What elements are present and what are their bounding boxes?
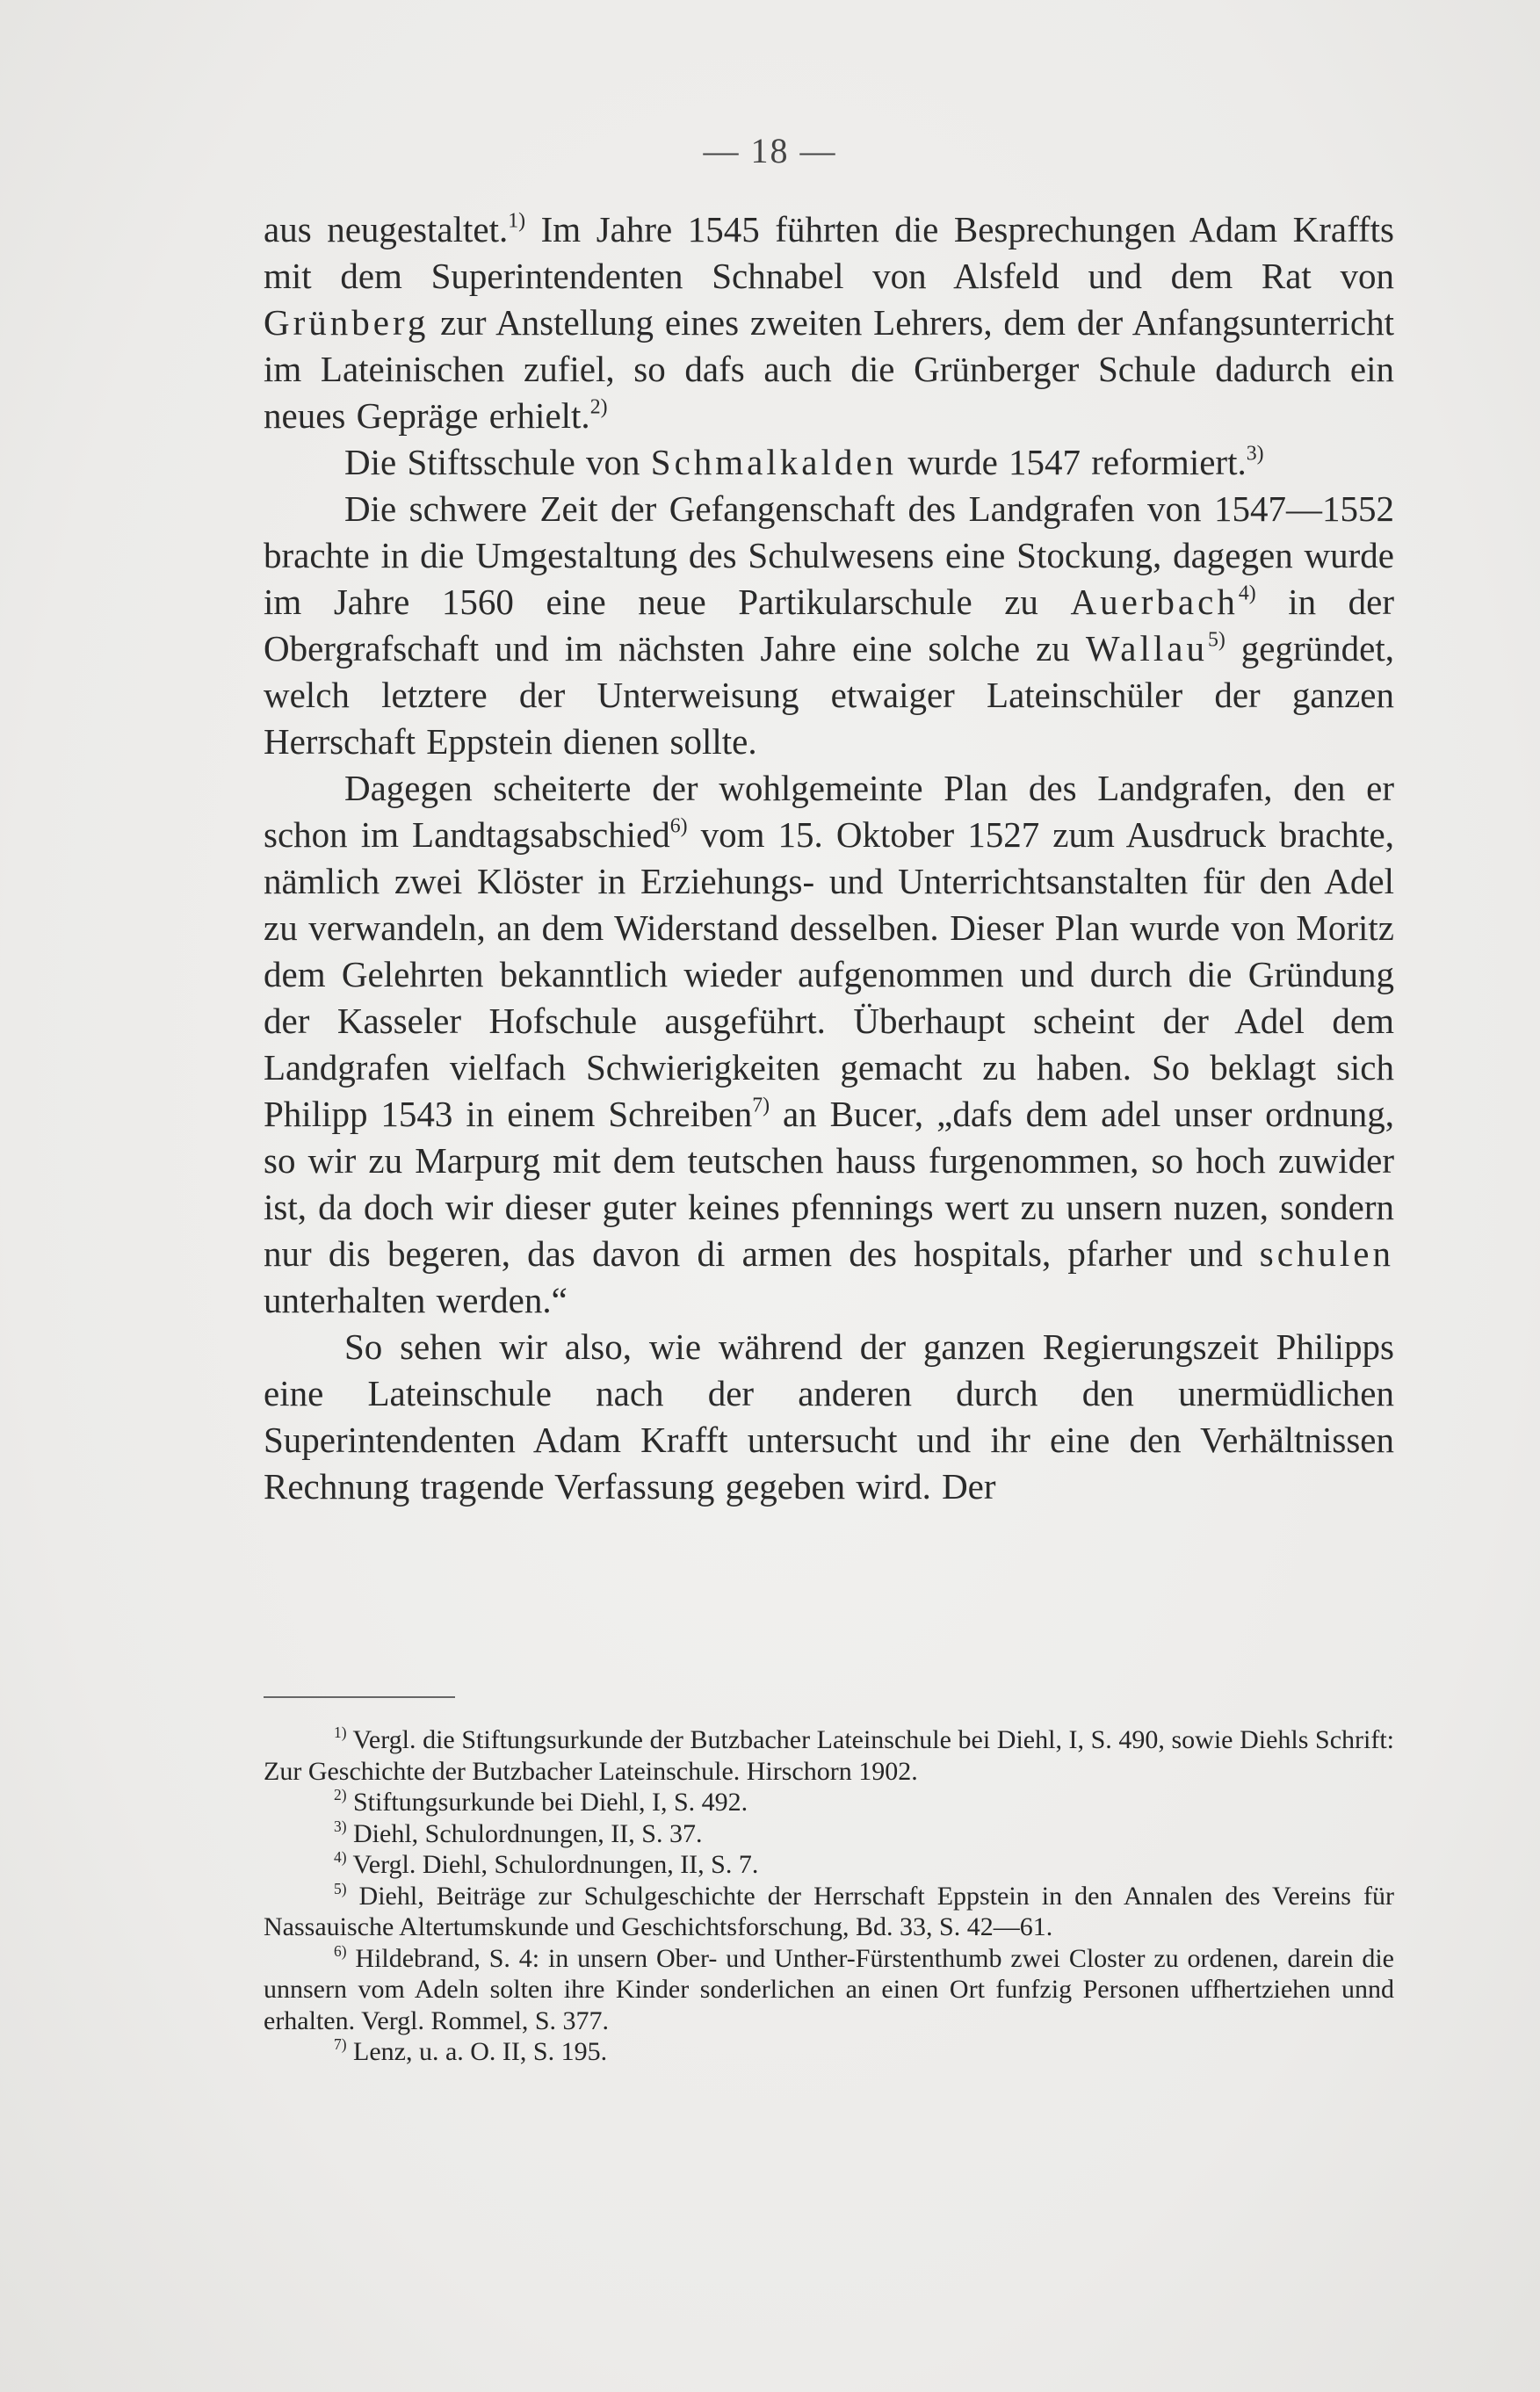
- footnote-2: $^{2)}$ Stiftungsurkunde bei Diehl, I, S. 492.: [334, 1785, 748, 1817]
- footnote-mark: 3): [334, 1817, 347, 1835]
- footnote-mark: 5): [334, 1879, 347, 1897]
- footnote-mark: 6): [334, 1941, 347, 1960]
- paragraph-5: So sehen wir also, wie während der ganzen Regierungszeit Philipps eine Lateinschule nach der anderen durch den unermüdlichen Superintendenten Adam Krafft untersucht und ihr eine den Verhältnissen Rechnung tragende Verfassung gegeben wird. Der: [264, 1326, 1394, 1507]
- paragraph-2: Die Stiftsschule von Schmalkalden wurde 1547 reformiert.$^{3)}$: [344, 442, 1264, 482]
- footnote-ref-1: 1): [508, 209, 526, 233]
- footnote-7: $^{7)}$ Lenz, u. a. O. II, S. 195.: [334, 2034, 608, 2066]
- footnote-5: $^{5)}$ Diehl, Beiträge zur Schulgeschichte der Herrschaft Eppstein in den Annalen des Vereins für Nassauische Altertumskunde und Geschichtsforschung, Bd. 33, S. 42—61.: [264, 1879, 1394, 1941]
- paragraph-1: aus neugestaltet.$^{1)}$ Im Jahre 1545 führten die Besprechungen Adam Kraffts mit dem Superintendenten Schnabel von Alsfeld und dem Rat von Grünberg zur Anstellung eines zweiten Lehrers, dem der Anfangsunterricht im Lateinischen zufiel, so dafs auch die Grünberger Schule dadurch ein neues Gepräge erhielt.$^{2)}$: [264, 209, 1394, 436]
- footnote-ref-6: 6): [669, 814, 688, 838]
- paragraph-3: Die schwere Zeit der Gefangenschaft des Landgrafen von 1547—1552 brachte in die Umgestaltung des Schulwesens eine Stockung, dagegen wurde im Jahre 1560 eine neue Partikularschule zu Auerbach$^{4)}$ in der Obergrafschaft und im nächsten Jahre eine solche zu Wallau$^{5)}$ gegründet, welch letztere der Unterweisung etwaiger Lateinschüler der ganzen Herrschaft Eppstein dienen sollte.: [264, 488, 1394, 762]
- footnote-1: $^{1)}$ Vergl. die Stiftungsurkunde der Butzbacher Lateinschule bei Diehl, I, S. 490, sowie Diehls Schrift: Zur Geschichte der Butzbacher Lateinschule. Hirschorn 1902.: [264, 1723, 1394, 1786]
- spaced-emphasis: Grünberg: [264, 302, 430, 343]
- footnote-divider: [264, 1696, 455, 1698]
- spaced-emphasis: Wallau: [1085, 628, 1208, 668]
- footnote-3: $^{3)}$ Diehl, Schulordnungen, II, S. 37.: [334, 1817, 703, 1848]
- paragraph-4: Dagegen scheiterte der wohlgemeinte Plan des Landgrafen, den er schon im Landtagsabschied$^{6)}$ vom 15. Oktober 1527 zum Ausdruck brachte, nämlich zwei Klöster in Erziehungs- und Unterrichtsanstalten für den Adel zu verwandeln, an dem Widerstand desselben. Dieser Plan wurde von Moritz dem Gelehrten bekanntlich wieder aufgenommen und durch die Gründung der Kasseler Hofschule ausgeführt. Überhaupt scheint der Adel dem Landgrafen vielfach Schwierigkeiten gemacht zu haben. So beklagt sich Philipp 1543 in einem Schreiben$^{7)}$ an Bucer, „dafs dem adel unser ordnung, so wir zu Marpurg mit dem teutschen hauss furgenommen, so hoch zuwider ist, da doch wir dieser guter keines pfennings wert zu unsern nuzen, sondern nur dis begeren, das davon di armen des hospitals, pfarher und schulen unterhalten werden.“: [264, 768, 1395, 1320]
- spaced-emphasis: Auerbach: [1070, 582, 1239, 622]
- footnote-ref-2: 2): [589, 395, 608, 419]
- page-number: — 18 —: [703, 131, 837, 170]
- footnote-mark: 1): [334, 1723, 347, 1741]
- footnote-ref-5: 5): [1207, 628, 1225, 652]
- footnote-mark: 2): [334, 1785, 347, 1803]
- spaced-emphasis: Schmalkalden: [650, 442, 898, 482]
- footnote-ref-7: 7): [752, 1094, 770, 1117]
- footnote-6: $^{6)}$ Hildebrand, S. 4: in unsern Ober- und Unther-Fürstenthumb zwei Closter zu ordenen, darein die unnsern vom Adeln solten ihre Kinder sonderlichen an einen Ort funfzig Personen uffhertziehen unnd erhalten. Vergl. Rommel, S. 377.: [264, 1941, 1394, 2035]
- footnote-mark: 4): [334, 1847, 347, 1866]
- footnote-ref-3: 3): [1246, 442, 1264, 466]
- main-text: [264, 206, 1394, 1510]
- spaced-emphasis: schulen: [1259, 1233, 1394, 1274]
- footnotes: [264, 1724, 1394, 2068]
- footnote-ref-4: 4): [1238, 582, 1256, 605]
- footnote-4: $^{4)}$ Vergl. Diehl, Schulordnungen, II, S. 7.: [334, 1847, 759, 1879]
- footnote-mark: 7): [334, 2034, 347, 2053]
